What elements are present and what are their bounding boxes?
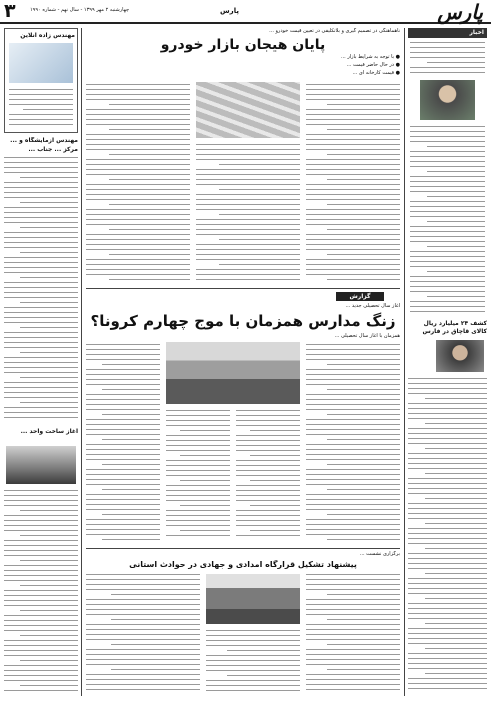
section-divider: [86, 288, 400, 289]
bottom-col-left: [86, 574, 200, 696]
left-group-photo: [6, 446, 76, 484]
lead-col-right: [306, 84, 400, 284]
profile-photo: [420, 80, 475, 120]
right-bottom-text: [408, 378, 487, 696]
report-tag: [336, 292, 384, 301]
left-bottom-text: [4, 490, 78, 695]
lead-bullet-1: ● با توجه به شرایط بازار ...: [340, 54, 400, 60]
lead-bullet-3: ● قیمت کارخانه ای ...: [352, 70, 400, 76]
report-tag-label: گزارش: [349, 293, 371, 300]
right-header-bar: [408, 28, 487, 38]
right-mid-photo: [436, 340, 484, 372]
left-story-headline: مهندس آزمایشگاه و ...: [10, 137, 78, 144]
infographic: [9, 43, 73, 83]
right-heading: اخبار: [469, 29, 484, 36]
dateline: چهارشنبه ۲ مهر ۱۳۹۹ - سال نهم - شماره ۱۹۹۰: [30, 7, 130, 13]
lead-bullet-2: ● در حال حاضر قیمت ...: [346, 62, 400, 68]
lead-col-middle: [196, 144, 300, 284]
lead-col-left: [86, 84, 190, 284]
left-ad-box: [4, 28, 78, 133]
main-col-3: [236, 410, 300, 544]
report-kicker: آغاز سال تحصیلی جدید ...: [345, 303, 400, 309]
masthead: [0, 0, 491, 24]
lead-kicker: ناهماهنگی در تصمیم گیری و بلاتکلیفی در تعیین قیمت خودرو ...: [269, 28, 400, 34]
main-headline: زنگ مدارس همزمان با موج چهارم کرونا؟: [90, 312, 396, 330]
page-number: ۳: [4, 0, 16, 22]
main-subhead: همزمان با آغاز سال تحصیلی ...: [334, 333, 400, 339]
bottom-col-right: [306, 574, 400, 696]
section-divider: [86, 548, 400, 549]
left-mid-headline: آغاز ساخت واحد ...: [20, 428, 78, 435]
left-ad-title: مهندس زاده آنلاین: [20, 32, 75, 39]
cars-photo: [196, 82, 300, 138]
right-mid-headline: کشف ۲۴ میلیارد ریال کالای قاچاق در فارس: [422, 320, 487, 335]
right-intro-text: [410, 42, 485, 74]
main-col-2: [166, 410, 230, 544]
left-column-text: [4, 157, 78, 425]
main-col-left: [86, 344, 160, 544]
section-name: پارس: [220, 7, 239, 15]
ad-text: [9, 89, 73, 129]
meeting-photo: [206, 574, 300, 624]
column-divider: [81, 28, 82, 696]
bottom-headline: پیشنهاد تشکیل قرارگاه امدادی و جهادی در حوادث استانی: [129, 560, 357, 569]
classroom-photo: [166, 342, 300, 404]
column-divider: [404, 28, 405, 696]
main-col-right: [306, 344, 400, 544]
left-story-subhead: مرکز ... جناب ...: [28, 146, 78, 153]
bottom-col-middle: [206, 630, 300, 696]
bottom-kicker: برگزاری نشست ...: [359, 551, 400, 557]
lead-headline: پایان هیجان بازار خودرو: [160, 37, 326, 53]
right-col-text: [410, 126, 485, 316]
newspaper-logo: پارس: [437, 0, 483, 24]
